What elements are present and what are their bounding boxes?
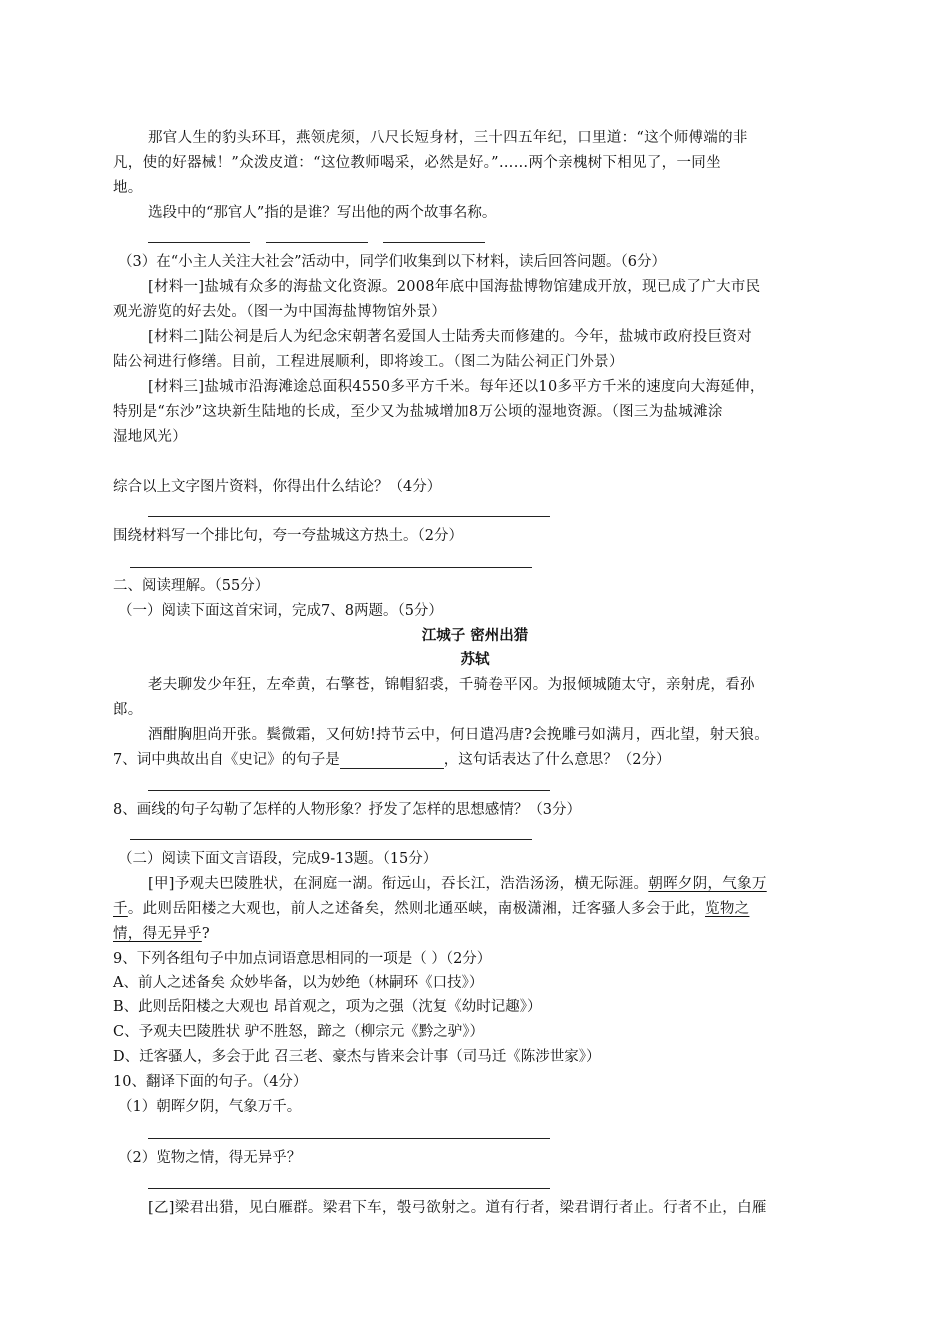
answer-blank[interactable] xyxy=(148,1188,550,1189)
answer-blank[interactable] xyxy=(340,754,444,769)
q9-option-c: C、予观夫巴陵胜状 驴不胜怒，蹄之（柳宗元《黔之驴》） xyxy=(113,1024,484,1040)
q9-option-b: B、此则岳阳楼之大观也 昂首观之，项为之强（沈复《幼时记趣》） xyxy=(113,999,542,1015)
jia-text: [甲]予观夫巴陵胜状，在洞庭一湖。衔远山，吞长江，浩浩汤汤，横无际涯。 xyxy=(148,876,649,892)
q8: 8、画线的句子勾勒了怎样的人物形象？抒发了怎样的思想感情？（3分） xyxy=(113,802,581,818)
q3-title: （3）在“小主人关注大社会”活动中，同学们收集到以下材料，读后回答问题。（6分） xyxy=(118,254,667,270)
underlined-sentence: 朝晖夕阴，气象万 xyxy=(648,876,767,892)
q10-2: （2）览物之情，得无异乎？ xyxy=(118,1150,302,1166)
jia-text: ? xyxy=(201,926,210,942)
poem-author: 苏轼 xyxy=(460,651,490,668)
part-2-instruction: （二）阅读下面文言语段，完成9-13题。（15分） xyxy=(118,851,438,867)
yi-line-1: [乙]梁君出猎，见白雁群。梁君下车，彀弓欲射之。道有行者，梁君谓行者止。行者不止，白雁 xyxy=(148,1200,767,1216)
material-3-line-2: 特别是“东沙”这块新生陆地的长成，至少又为盐城增加8万公顷的湿地资源。（图三为盐城滩涂 xyxy=(113,404,723,420)
q9-option-d: D、迁客骚人，多会于此 召三老、豪杰与皆来会计事（司马迁《陈涉世家》） xyxy=(113,1049,601,1065)
material-2-line-1: [材料二]陆公祠是后人为纪念宋朝著名爱国人士陆秀夫而修建的。今年，盐城市政府投巨资对 xyxy=(148,329,752,345)
answer-blank[interactable] xyxy=(148,516,550,517)
answer-blank[interactable] xyxy=(130,839,532,840)
jia-line-1 xyxy=(148,875,767,893)
q9-option-a: A、前人之述备矣 众妙毕备，以为妙绝（林嗣环《口技》） xyxy=(113,975,484,991)
answer-blank[interactable] xyxy=(148,242,250,243)
poem-title: 江城子 密州出猎 xyxy=(421,627,529,644)
underlined-sentence: 览物之 xyxy=(705,901,750,917)
q7 xyxy=(113,751,670,769)
excerpt-line-3: 地。 xyxy=(113,180,143,196)
poem-line-3: 酒酣胸胆尚开张。鬓微霜，又何妨!持节云中，何日遣冯唐?会挽雕弓如满月，西北望，射天狼。 xyxy=(148,727,769,743)
answer-blank[interactable] xyxy=(130,567,532,568)
section-heading: 二、阅读理解。（55分） xyxy=(113,578,270,594)
answer-blank[interactable] xyxy=(383,242,485,243)
answer-blank[interactable] xyxy=(266,242,368,243)
excerpt-question: 选段中的“那官人”指的是谁？写出他的两个故事名称。 xyxy=(148,205,497,221)
part-1-instruction: （一）阅读下面这首宋词，完成7、8两题。（5分） xyxy=(118,603,443,619)
q7-text-b: ，这句话表达了什么意思？（2分） xyxy=(443,752,671,768)
q10: 10、翻译下面的句子。（4分） xyxy=(113,1074,308,1090)
material-1-line-1: [材料一]盐城有众多的海盐文化资源。2008年底中国海盐博物馆建成开放，现已成了广大市民 xyxy=(148,279,761,295)
q10-1: （1）朝晖夕阴，气象万千。 xyxy=(118,1099,302,1115)
parallel-question: 围绕材料写一个排比句，夸一夸盐城这方热土。（2分） xyxy=(113,528,463,544)
jia-line-2 xyxy=(113,900,749,918)
material-3-line-3: 湿地风光） xyxy=(113,429,187,445)
material-3-line-1: [材料三]盐城市沿海滩途总面积4550多平方千米。每年还以10多平方千米的速度向大海延伸， xyxy=(148,379,765,395)
answer-blank[interactable] xyxy=(148,1138,550,1139)
q9: 9、下列各组句子中加点词语意思相同的一项是（ ）（2分） xyxy=(113,951,492,967)
answer-blank[interactable] xyxy=(148,790,550,791)
excerpt-line-1: 那官人生的豹头环耳，燕领虎须，八尺长短身材，三十四五年纪，口里道：“这个师傅端的非 xyxy=(148,130,748,146)
material-1-line-2: 观光游览的好去处。（图一为中国海盐博物馆外景） xyxy=(113,304,447,320)
material-2-line-2: 陆公祠进行修缮。目前，工程进展顺利，即将竣工。（图二为陆公祠正门外景） xyxy=(113,354,624,370)
underlined-sentence: 千 xyxy=(113,901,128,917)
poem-line-1: 老夫聊发少年狂，左牵黄，右擎苍，锦帽貂裘，千骑卷平冈。为报倾城随太守，亲射虎，看孙 xyxy=(148,677,755,693)
q7-text-a: 7、词中典故出自《史记》的句子是 xyxy=(113,752,340,768)
jia-line-3 xyxy=(113,925,210,943)
poem-line-2: 郎。 xyxy=(113,702,143,718)
conclusion-question: 综合以上文字图片资料，你得出什么结论？（4分） xyxy=(113,479,442,495)
underlined-sentence: 情，得无异乎 xyxy=(113,926,202,942)
excerpt-line-2: 凡，使的好器械！”众泼皮道：“这位教师喝采，必然是好。”……两个亲槐树下相见了，一同坐 xyxy=(113,155,721,171)
jia-text: 。此则岳阳楼之大观也，前人之述备矣，然则北通巫峡，南极潇湘，迁客骚人多会于此， xyxy=(127,901,706,917)
